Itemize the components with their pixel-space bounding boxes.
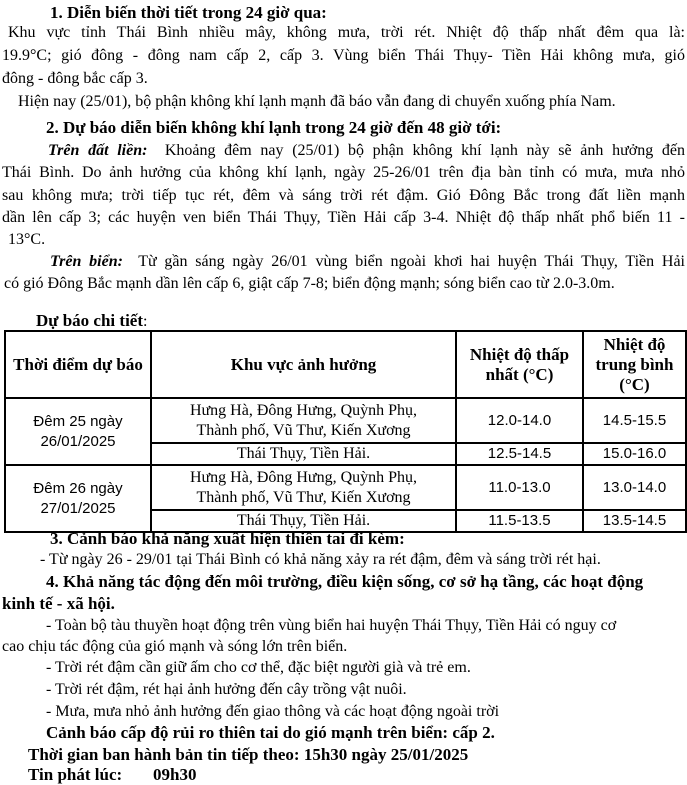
avg-temp-cell: 14.5-15.5: [583, 398, 686, 443]
sea-forecast-line: có gió Đông Bắc mạnh dần lên cấp 6, giật cấp 7-8; biển động mạnh; sóng biển cao từ 2.0-3.0m.: [4, 275, 615, 292]
land-text: Khoảng đêm nay (25/01) bộ phận không khí lạnh này sẽ ảnh hưởng đến: [164, 142, 686, 159]
land-forecast-first-line: [48, 141, 685, 161]
section-1-current-status: Hiện nay (25/01), bộ phận không khí lạnh mạnh đã báo vẫn đang di chuyển xuống phía Nam.: [18, 93, 616, 110]
detail-title: [36, 311, 147, 332]
header-avg-temp: [583, 331, 686, 398]
header-avg-temp-line: trung bình: [595, 354, 674, 374]
period-line: Đêm 26 ngày: [33, 479, 123, 497]
area-cell: Thái Thụy, Tiền Hải.: [151, 510, 456, 532]
area-line: Thành phố, Vũ Thư, Kiến Xương: [196, 488, 411, 506]
land-forecast-line: 13°C.: [8, 231, 46, 248]
section-1-title: 1. Diễn biến thời tiết trong 24 giờ qua:: [50, 3, 327, 22]
section-4-line: - Trời rét đậm cần giữ ấm cho cơ thể, đặc biệt người già và trẻ em.: [46, 659, 471, 676]
min-temp-cell: 12.5-14.5: [456, 443, 583, 465]
land-forecast-line: sau không mưa; trời tiếp tục rét, đêm và sáng trời rét đậm. Gió Đông Bắc trong đất liền mạnh: [2, 187, 685, 204]
avg-temp-cell: 15.0-16.0: [583, 443, 686, 465]
header-min-temp-line: nhất (°C): [485, 364, 554, 384]
section-1-line: Khu vực tỉnh Thái Bình nhiều mây, không mưa, trời rét. Nhiệt độ thấp nhất đêm qua là:: [8, 24, 685, 41]
section-4-line: cao chịu tác động của gió mạnh và sóng lớn trên biển.: [2, 638, 348, 655]
table-header-row: [5, 331, 686, 398]
period-line: 26/01/2025: [40, 432, 116, 450]
area-line: Thành phố, Vũ Thư, Kiến Xương: [196, 421, 411, 439]
section-4-title-cont: kinh tế - xã hội.: [2, 594, 115, 613]
section-4-line: - Mưa, mưa nhỏ ảnh hưởng đến giao thông và các hoạt động ngoài trời: [46, 703, 500, 720]
land-label: Trên đất liền:: [48, 142, 148, 159]
section-4-line: - Trời rét đậm, rét hại ảnh hưởng đến cây trồng vật nuôi.: [46, 681, 407, 698]
section-1-line: 19.9°C; gió đông - đông nam cấp 2, cấp 3. Vùng biển Thái Thụy- Tiền Hải không mưa, gió: [2, 47, 685, 64]
min-temp-cell: 11.0-13.0: [456, 465, 583, 510]
land-forecast-line: dần lên cấp 3; các huyện ven biển Thái Thụy, Tiền Hải cấp 3-4. Nhiệt độ thấp nhất phổ biến 11 -: [2, 209, 685, 226]
min-temp-cell: 11.5-13.5: [456, 510, 583, 532]
area-cell: Thái Thụy, Tiền Hải.: [151, 443, 456, 465]
section-4-line: - Toàn bộ tàu thuyền hoạt động trên vùng biển hai huyện Thái Thụy, Tiền Hải có nguy cơ: [46, 617, 617, 634]
area-line: Hưng Hà, Đông Hưng, Quỳnh Phụ,: [189, 468, 418, 486]
section-4-title: 4. Khả năng tác động đến môi trường, điều kiện sống, cơ sở hạ tầng, các hoạt động: [46, 572, 644, 591]
min-temp-cell: 12.0-14.0: [456, 398, 583, 443]
avg-temp-cell: 13.0-14.0: [583, 465, 686, 510]
table-row: [5, 465, 686, 510]
period-line: 27/01/2025: [40, 499, 116, 517]
next-issue-time: Thời gian ban hành bản tin tiếp theo: 15h30 ngày 25/01/2025: [28, 745, 469, 764]
period-cell: [5, 398, 151, 465]
area-cell: [151, 465, 456, 510]
issued-label: Tin phát lúc:: [28, 765, 123, 784]
header-area: Khu vực ảnh hưởng: [151, 331, 456, 398]
header-min-temp-line: Nhiệt độ thấp: [469, 344, 570, 364]
table-row: [5, 398, 686, 443]
header-min-temp: [456, 331, 583, 398]
header-avg-temp-line: (°C): [619, 374, 650, 394]
section-2-title: 2. Dự báo diễn biến không khí lạnh trong 24 giờ đến 48 giờ tới:: [46, 118, 502, 137]
header-avg-temp-line: Nhiệt độ: [603, 334, 666, 354]
forecast-table: [4, 330, 687, 533]
section-3-line: - Từ ngày 26 - 29/01 tại Thái Bình có khả năng xảy ra rét đậm, đêm và sáng trời rét hại.: [40, 551, 601, 568]
sea-forecast-first-line: [50, 252, 685, 272]
sea-text: Từ gần sáng ngày 26/01 vùng biển ngoài khơi hai huyện Thái Thụy, Tiền Hải: [138, 253, 686, 270]
area-cell: [151, 398, 456, 443]
period-cell: [5, 465, 151, 532]
sea-label: Trên biển:: [50, 253, 123, 270]
issued-time: 09h30: [153, 765, 197, 784]
section-1-line: đông - đông bắc cấp 3.: [2, 70, 148, 87]
land-forecast-line: Thái Bình. Do ảnh hưởng của không khí lạnh, ngày 25-26/01 trên địa bàn tỉnh có mưa, mưa nhỏ: [2, 164, 685, 181]
period-line: Đêm 25 ngày: [33, 412, 123, 430]
risk-warning: Cảnh báo cấp độ rủi ro thiên tai do gió mạnh trên biển: cấp 2.: [46, 723, 495, 742]
avg-temp-cell: 13.5-14.5: [583, 510, 686, 532]
section-3-title: 3. Cảnh báo khả năng xuất hiện thiên tai đi kèm:: [50, 529, 405, 548]
header-period: Thời điểm dự báo: [5, 331, 151, 398]
detail-title-colon: :: [143, 313, 148, 330]
area-line: Hưng Hà, Đông Hưng, Quỳnh Phụ,: [189, 401, 418, 419]
detail-title-text: Dự báo chi tiết: [36, 311, 143, 330]
